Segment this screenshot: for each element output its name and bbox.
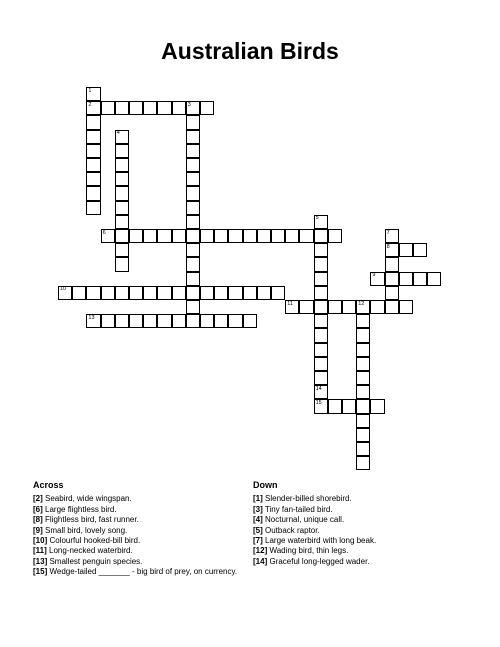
grid-cell[interactable] xyxy=(214,286,228,300)
grid-cell[interactable] xyxy=(186,300,200,314)
grid-cell[interactable] xyxy=(172,314,186,328)
grid-cell[interactable] xyxy=(186,158,200,172)
across-clue xyxy=(33,557,237,567)
down-clue xyxy=(253,546,376,556)
clue-number: 11 xyxy=(287,300,293,307)
grid-cell[interactable] xyxy=(115,172,129,186)
grid-cell[interactable] xyxy=(186,257,200,271)
grid-cell[interactable] xyxy=(86,186,100,200)
grid-cell[interactable] xyxy=(101,229,115,243)
clue-number-label: [7] xyxy=(253,536,263,546)
grid-cell[interactable] xyxy=(186,215,200,229)
grid-cell[interactable] xyxy=(328,300,342,314)
grid-cell[interactable] xyxy=(115,243,129,257)
grid-cell[interactable] xyxy=(115,215,129,229)
grid-cell[interactable] xyxy=(413,243,427,257)
grid-cell[interactable] xyxy=(314,215,328,229)
grid-cell[interactable] xyxy=(385,272,399,286)
grid-cell[interactable] xyxy=(115,144,129,158)
clue-number: 3 xyxy=(187,101,191,108)
grid-cell[interactable] xyxy=(143,229,157,243)
grid-cell[interactable] xyxy=(385,257,399,271)
grid-cell[interactable] xyxy=(143,314,157,328)
grid-cell[interactable] xyxy=(314,357,328,371)
grid-cell[interactable] xyxy=(413,272,427,286)
clue-number-label: [5] xyxy=(253,525,263,535)
grid-cell[interactable] xyxy=(356,328,370,342)
grid-cell[interactable] xyxy=(186,130,200,144)
clue-number: 15 xyxy=(315,399,322,406)
clue-number-label: [11] xyxy=(33,546,47,556)
clue-text: Wading bird, thin legs. xyxy=(267,546,349,556)
grid-cell[interactable] xyxy=(342,399,356,413)
grid-cell[interactable] xyxy=(314,343,328,357)
grid-cell[interactable] xyxy=(172,286,186,300)
clue-number-label: [13] xyxy=(33,556,48,566)
down-clues xyxy=(253,480,376,567)
grid-cell[interactable] xyxy=(427,272,441,286)
grid-cell[interactable] xyxy=(86,101,100,115)
grid-cell[interactable] xyxy=(101,286,115,300)
grid-cell[interactable] xyxy=(314,371,328,385)
across-clue xyxy=(33,494,237,504)
clue-number: 9 xyxy=(372,272,376,279)
grid-cell[interactable] xyxy=(200,229,214,243)
grid-cell[interactable] xyxy=(72,286,86,300)
grid-cell[interactable] xyxy=(129,229,143,243)
clue-number: 5 xyxy=(315,215,319,222)
clue-text: Large flightless bird. xyxy=(42,504,117,514)
grid-cell[interactable] xyxy=(314,229,328,243)
across-clue xyxy=(33,515,237,525)
grid-cell[interactable] xyxy=(356,414,370,428)
grid-cell[interactable] xyxy=(356,456,370,470)
down-clue xyxy=(253,494,376,504)
clue-number-label: [6] xyxy=(33,504,43,514)
clue-text: Large waterbird with long beak. xyxy=(262,536,377,546)
clue-number: 12 xyxy=(358,300,365,307)
grid-cell[interactable] xyxy=(342,300,356,314)
grid-cell[interactable] xyxy=(86,286,100,300)
grid-cell[interactable] xyxy=(157,286,171,300)
down-clue xyxy=(253,536,376,546)
grid-cell[interactable] xyxy=(143,286,157,300)
grid-cell[interactable] xyxy=(186,144,200,158)
grid-cell[interactable] xyxy=(228,314,242,328)
grid-cell[interactable] xyxy=(86,201,100,215)
grid-cell[interactable] xyxy=(399,272,413,286)
across-clue-list xyxy=(33,494,237,577)
clue-number-label: [8] xyxy=(33,515,43,525)
across-clue xyxy=(33,567,237,577)
grid-cell[interactable] xyxy=(399,300,413,314)
grid-cell[interactable] xyxy=(86,172,100,186)
down-clue xyxy=(253,557,376,567)
clue-number: 13 xyxy=(88,314,95,321)
grid-cell[interactable] xyxy=(328,229,342,243)
grid-cell[interactable] xyxy=(214,314,228,328)
grid-cell[interactable] xyxy=(115,201,129,215)
clue-number: 14 xyxy=(315,385,322,392)
puzzle-title: Australian Birds xyxy=(161,38,339,64)
clue-number: 2 xyxy=(88,101,92,108)
grid-cell[interactable] xyxy=(186,186,200,200)
across-heading: Across xyxy=(33,480,64,490)
grid-cell[interactable] xyxy=(86,144,100,158)
clue-number-label: [12] xyxy=(253,546,268,556)
grid-cell[interactable] xyxy=(186,243,200,257)
grid-cell[interactable] xyxy=(172,101,186,115)
grid-cell[interactable] xyxy=(129,286,143,300)
grid-cell[interactable] xyxy=(314,286,328,300)
grid-cell[interactable] xyxy=(115,130,129,144)
grid-cell[interactable] xyxy=(356,399,370,413)
clue-number: 4 xyxy=(116,130,120,137)
grid-cell[interactable] xyxy=(86,87,100,101)
grid-cell[interactable] xyxy=(399,243,413,257)
grid-cell[interactable] xyxy=(314,257,328,271)
grid-cell[interactable] xyxy=(186,272,200,286)
grid-cell[interactable] xyxy=(186,172,200,186)
clue-number-label: [15] xyxy=(33,567,48,577)
grid-cell[interactable] xyxy=(285,300,299,314)
clue-text: Nocturnal, unique call. xyxy=(262,515,345,525)
clue-number-label: [10] xyxy=(33,536,48,546)
across-clue xyxy=(33,546,237,556)
grid-cell[interactable] xyxy=(115,314,129,328)
clue-number: 6 xyxy=(102,229,106,236)
grid-cell[interactable] xyxy=(186,286,200,300)
clue-number: 7 xyxy=(386,229,390,236)
across-clue xyxy=(33,526,237,536)
grid-cell[interactable] xyxy=(129,314,143,328)
clue-number: 8 xyxy=(386,243,390,250)
grid-cell[interactable] xyxy=(370,272,384,286)
grid-cell[interactable] xyxy=(115,186,129,200)
clue-number-label: [14] xyxy=(253,556,268,566)
grid-cell[interactable] xyxy=(314,328,328,342)
clue-number-label: [1] xyxy=(253,494,263,504)
grid-cell[interactable] xyxy=(356,371,370,385)
grid-cell[interactable] xyxy=(101,314,115,328)
grid-cell[interactable] xyxy=(356,343,370,357)
grid-cell[interactable] xyxy=(86,158,100,172)
clue-number-label: [4] xyxy=(253,515,263,525)
grid-cell[interactable] xyxy=(271,229,285,243)
clue-text: Seabird, wide wingspan. xyxy=(42,494,132,504)
grid-cell[interactable] xyxy=(157,101,171,115)
across-clue xyxy=(33,505,237,515)
grid-cell[interactable] xyxy=(200,314,214,328)
clue-text: Outback raptor. xyxy=(262,525,320,535)
down-clue xyxy=(253,515,376,525)
grid-cell[interactable] xyxy=(328,399,342,413)
grid-cell[interactable] xyxy=(101,101,115,115)
grid-cell[interactable] xyxy=(271,286,285,300)
grid-cell[interactable] xyxy=(385,229,399,243)
grid-cell[interactable] xyxy=(228,229,242,243)
grid-cell[interactable] xyxy=(186,101,200,115)
down-heading: Down xyxy=(253,480,278,490)
grid-cell[interactable] xyxy=(314,314,328,328)
grid-cell[interactable] xyxy=(115,286,129,300)
grid-cell[interactable] xyxy=(86,115,100,129)
grid-cell[interactable] xyxy=(214,229,228,243)
grid-cell[interactable] xyxy=(370,300,384,314)
clue-text: Flightless bird, fast runner. xyxy=(42,515,139,525)
grid-cell[interactable] xyxy=(86,314,100,328)
clue-number: 10 xyxy=(60,286,67,293)
grid-cell[interactable] xyxy=(370,399,384,413)
grid-cell[interactable] xyxy=(115,101,129,115)
grid-cell[interactable] xyxy=(157,229,171,243)
down-clue xyxy=(253,526,376,536)
grid-cell[interactable] xyxy=(228,286,242,300)
grid-cell[interactable] xyxy=(299,229,313,243)
across-clue xyxy=(33,536,237,546)
clue-number-label: [3] xyxy=(253,504,263,514)
grid-cell[interactable] xyxy=(186,115,200,129)
grid-cell[interactable] xyxy=(86,130,100,144)
clue-text: Wedge-tailed _______ - big bird of prey, on currency. xyxy=(47,567,238,577)
grid-cell[interactable] xyxy=(314,300,328,314)
across-clues xyxy=(33,480,237,578)
grid-cell[interactable] xyxy=(314,272,328,286)
clue-text: Long-necked waterbird. xyxy=(46,546,133,556)
clue-text: Smallest penguin species. xyxy=(47,556,143,566)
grid-cell[interactable] xyxy=(285,229,299,243)
grid-cell[interactable] xyxy=(129,101,143,115)
grid-cell[interactable] xyxy=(385,243,399,257)
grid-cell[interactable] xyxy=(115,257,129,271)
grid-cell[interactable] xyxy=(356,428,370,442)
grid-cell[interactable] xyxy=(58,286,72,300)
grid-cell[interactable] xyxy=(314,385,328,399)
grid-cell[interactable] xyxy=(356,300,370,314)
grid-cell[interactable] xyxy=(115,158,129,172)
grid-cell[interactable] xyxy=(356,314,370,328)
grid-cell[interactable] xyxy=(257,229,271,243)
grid-cell[interactable] xyxy=(257,286,271,300)
grid-cell[interactable] xyxy=(143,101,157,115)
grid-cell[interactable] xyxy=(200,101,214,115)
grid-cell[interactable] xyxy=(200,286,214,300)
clue-number-label: [9] xyxy=(33,525,43,535)
grid-cell[interactable] xyxy=(356,357,370,371)
down-clue xyxy=(253,505,376,515)
grid-cell[interactable] xyxy=(157,314,171,328)
grid-cell[interactable] xyxy=(186,201,200,215)
grid-cell[interactable] xyxy=(299,300,313,314)
clue-text: Small bird, lovely song. xyxy=(42,525,128,535)
clue-text: Tiny fan-tailed bird. xyxy=(262,504,333,514)
grid-cell[interactable] xyxy=(172,229,186,243)
clue-number: 1 xyxy=(88,87,92,94)
grid-cell[interactable] xyxy=(385,286,399,300)
grid-cell[interactable] xyxy=(314,399,328,413)
clue-text: Colourful hooked-bill bird. xyxy=(47,536,141,546)
grid-cell[interactable] xyxy=(186,229,200,243)
grid-cell[interactable] xyxy=(243,229,257,243)
grid-cell[interactable] xyxy=(356,385,370,399)
grid-cell[interactable] xyxy=(186,314,200,328)
clue-number-label: [2] xyxy=(33,494,43,504)
grid-cell[interactable] xyxy=(243,286,257,300)
grid-cell[interactable] xyxy=(385,300,399,314)
clue-text: Graceful long-legged wader. xyxy=(267,556,370,566)
down-clue-list xyxy=(253,494,376,567)
grid-cell[interactable] xyxy=(115,229,129,243)
clue-text: Slender-billed shorebird. xyxy=(262,494,352,504)
grid-cell[interactable] xyxy=(243,314,257,328)
grid-cell[interactable] xyxy=(314,243,328,257)
grid-cell[interactable] xyxy=(356,442,370,456)
